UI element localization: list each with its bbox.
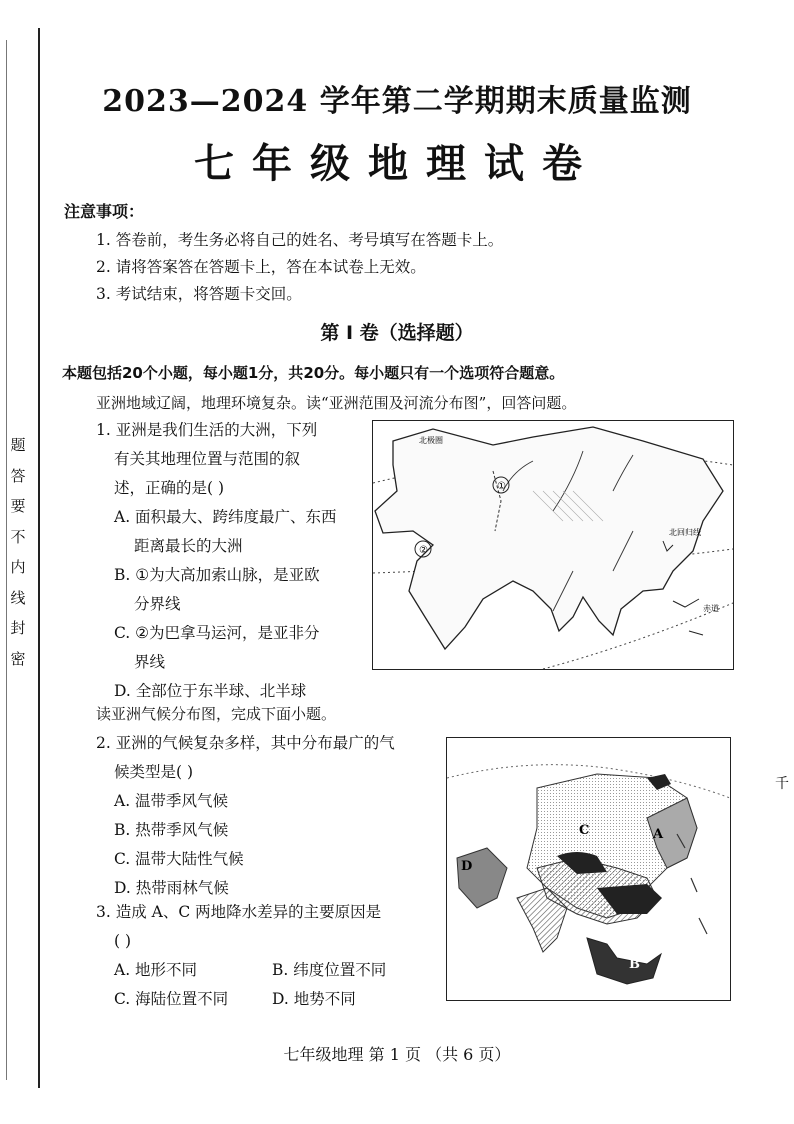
asia-river-map-svg	[373, 421, 733, 669]
seal-char: 答	[10, 466, 26, 485]
option-d: D. 热带雨林气候	[114, 879, 229, 897]
question-2	[96, 729, 395, 903]
seal-char: 内	[10, 558, 26, 576]
question-lead: 读亚洲气候分布图，完成下面小题。	[96, 705, 337, 723]
question-stem: 有关其地理位置与范围的叙	[114, 450, 301, 468]
map2-label-a: A	[653, 827, 664, 842]
map1-label-arctic: 北极圈	[419, 436, 443, 445]
option-a: A. 面积最大、跨纬度最广、东西	[114, 508, 337, 526]
notice-item: 1. 答卷前，考生务必将自己的姓名、考号填写在答题卡上。	[96, 231, 504, 249]
asia-climate-map	[446, 737, 731, 1001]
page-footer: 七年级地理 第 1 页 （共 6 页）	[283, 1045, 511, 1064]
seal-char: 题	[10, 436, 26, 454]
exam-title: 2023—2024 学年第二学期期末质量监测	[102, 84, 692, 119]
map2-label-b: B	[629, 957, 640, 972]
question-stem: 1. 亚洲是我们生活的大洲，下列	[96, 421, 318, 439]
option-b: B. ①为大高加索山脉，是亚欧	[114, 566, 320, 584]
question-1	[96, 416, 337, 706]
notice-heading: 注意事项：	[64, 202, 145, 221]
question-stem: 述，正确的是( )	[114, 479, 225, 497]
notice-item: 3. 考试结束，将答题卡交回。	[96, 285, 302, 303]
notice-item: 2. 请将答案答在答题卡上，答在本试卷上无效。	[96, 258, 426, 276]
section-intro: 本题包括20个小题，每小题1分，共20分。每小题只有一个选项符合题意。	[62, 364, 565, 382]
question-stem: 候类型是( )	[114, 763, 194, 781]
option-c: C. ②为巴拿马运河，是亚非分	[114, 624, 320, 642]
asia-river-map	[372, 420, 734, 670]
option-b: B. 纬度位置不同	[272, 961, 387, 979]
map1-label-equator: 赤道	[703, 604, 719, 613]
seal-char: 线	[10, 588, 26, 607]
map1-label-2: ②	[419, 545, 428, 556]
option-d: D. 地势不同	[272, 990, 356, 1008]
option-c: C. 温带大陆性气候	[114, 850, 244, 868]
map1-label-tropic: 北回归线	[669, 528, 701, 537]
section-title: 第 I 卷（选择题）	[320, 322, 474, 344]
margin-mark: 千	[775, 776, 789, 792]
option-a: A. 温带季风气候	[114, 792, 229, 810]
map2-label-d: D	[461, 859, 473, 874]
option-d: D. 全部位于东半球、北半球	[114, 682, 307, 700]
seal-char: 密	[10, 649, 26, 668]
asia-climate-map-svg	[447, 738, 730, 1000]
question-stem: 2. 亚洲的气候复杂多样，其中分布最广的气	[96, 734, 395, 752]
seal-line-text	[6, 430, 30, 674]
option-b-cont: 分界线	[134, 595, 181, 613]
option-a: A. 地形不同	[114, 961, 198, 979]
option-b: B. 热带季风气候	[114, 821, 229, 839]
seal-char: 封	[10, 619, 26, 637]
option-c-cont: 界线	[134, 653, 166, 671]
question-stem: ( )	[114, 932, 132, 950]
map1-label-1: ①	[497, 481, 506, 492]
question-3	[96, 898, 386, 1014]
seal-char: 要	[10, 497, 26, 515]
question-lead: 亚洲地域辽阔，地理环境复杂。读“亚洲范围及河流分布图”，回答问题。	[96, 394, 577, 412]
seal-char: 不	[10, 527, 26, 546]
exam-subject-title: 七年级地理试卷	[194, 140, 600, 187]
option-a-cont: 距离最长的大洲	[134, 537, 243, 555]
map2-label-c: C	[579, 823, 590, 838]
question-stem: 3. 造成 A、C 两地降水差异的主要原因是	[96, 903, 382, 921]
option-c: C. 海陆位置不同	[114, 990, 229, 1008]
